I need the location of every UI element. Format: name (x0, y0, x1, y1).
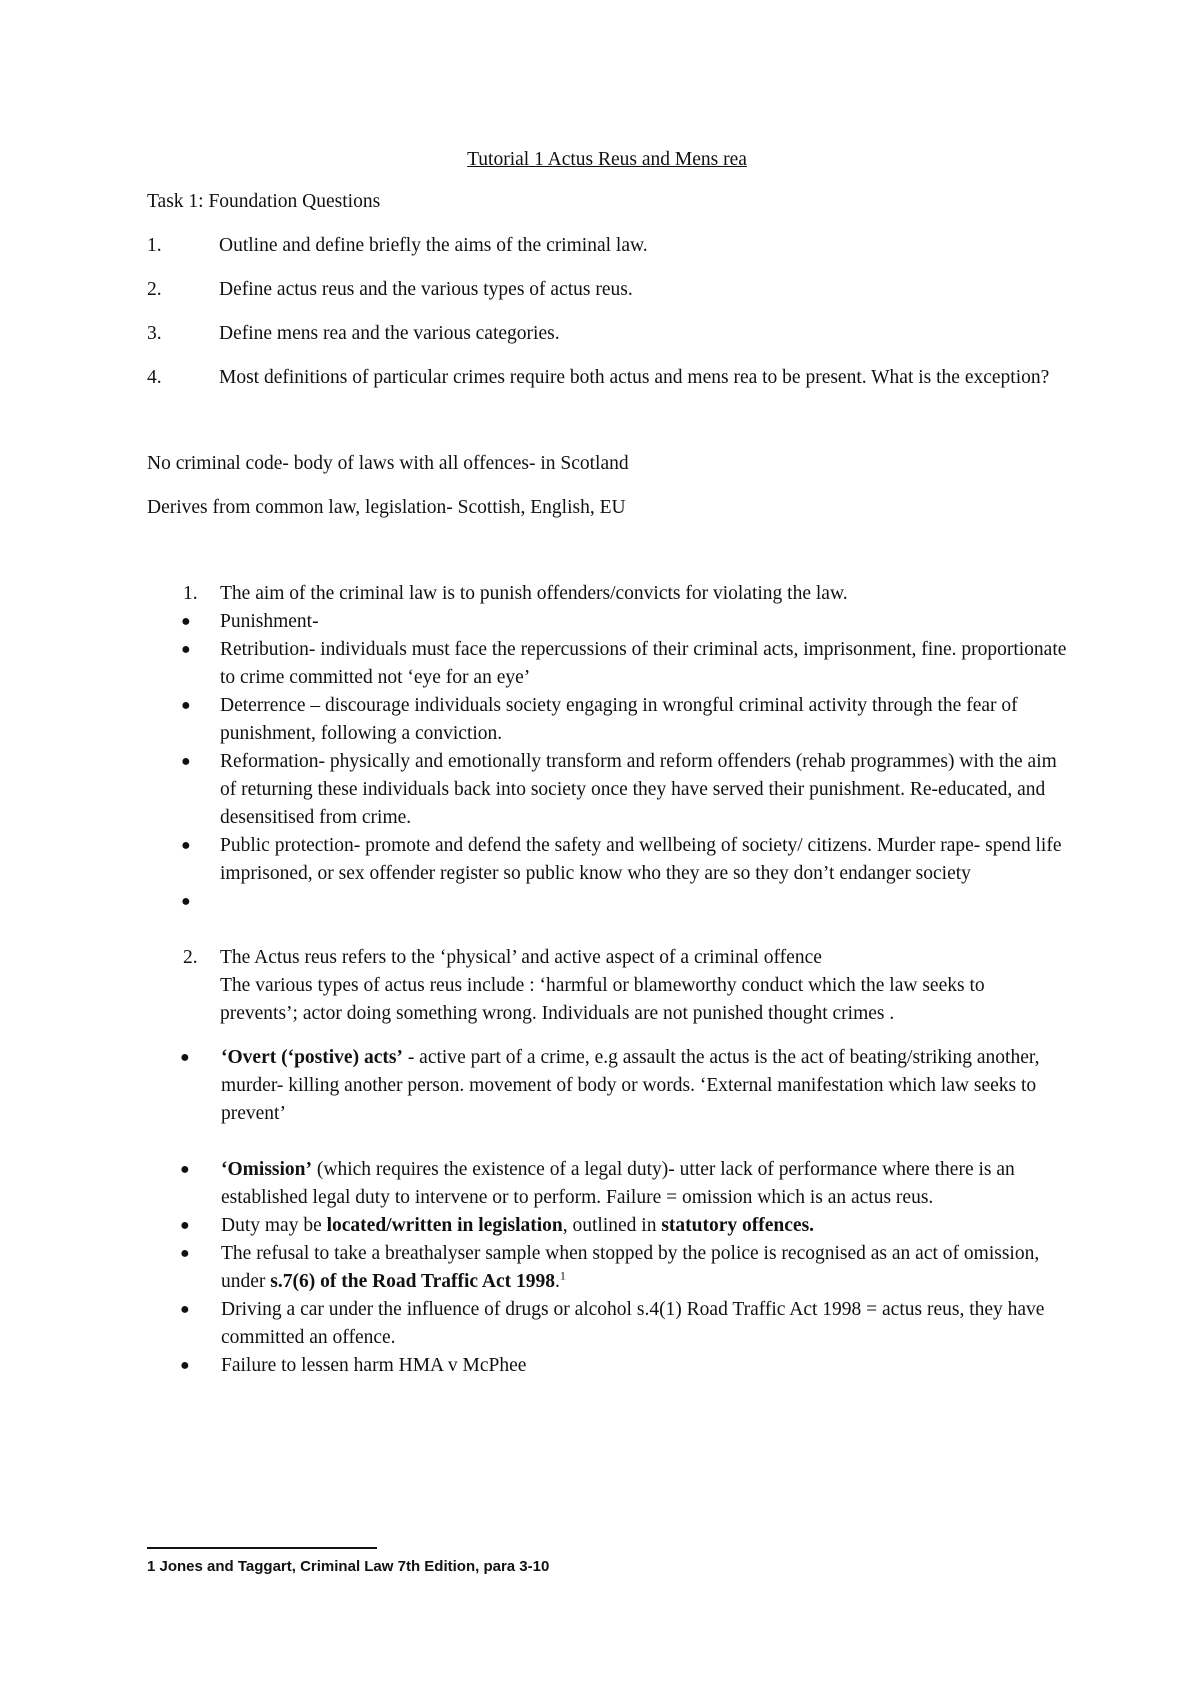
answer-2 (147, 944, 1067, 1028)
question-text: Most definitions of particular crimes require both actus and mens rea to be present. What is the exception? (219, 367, 1050, 388)
question-3 (147, 320, 1067, 348)
bullet-icon: ● (181, 613, 191, 630)
bullet-icon: ● (180, 1049, 190, 1066)
footnote-separator (147, 1547, 377, 1549)
question-number: 2. (147, 279, 162, 300)
list-item: ● Retribution- individuals must face the repercussions of their criminal acts, imprisonment, fine. proportionate to crime committed not ‘eye for an eye’ (147, 636, 1067, 692)
answer-text: The Actus reus refers to the ‘physical’ and active aspect of a criminal offence (220, 947, 822, 968)
list-item: ● ‘Overt (‘postive) acts’ - active part of a crime, e.g assault the actus is the act of beating/striking another, murder- killing another person. movement of body or words. ‘External manifestation which law seeks to prevent’ (147, 1044, 1067, 1128)
omission-bullet-list (147, 1156, 1067, 1380)
bullet-icon: ● (180, 1357, 190, 1374)
question-number: 1. (147, 235, 162, 256)
bullet-icon: ● (181, 837, 191, 854)
bullet-icon: ● (181, 697, 191, 714)
bullet-icon: ● (181, 753, 191, 770)
footnote: 1 Jones and Taggart, Criminal Law 7th Edition, para 3-10 (147, 1558, 550, 1575)
list-item: ● Reformation- physically and emotionally transform and reform offenders (rehab programmes) with the aim of returning these individuals back into society once they have served their punishment. Re-educated, and desensitised from crime. (147, 748, 1067, 832)
answer-number: 1. (183, 583, 198, 604)
answer-number: 2. (183, 947, 198, 968)
bullet-icon: ● (180, 1217, 190, 1234)
answer-1 (147, 580, 1067, 608)
actus-reus-bullet-list (147, 1044, 1067, 1128)
list-item: ● Failure to lessen harm HMA v McPhee (147, 1352, 1067, 1380)
aims-bullet-list (147, 608, 1067, 916)
bullet-icon: ● (180, 1161, 190, 1178)
bullet-icon: ● (180, 1245, 190, 1262)
list-item: ● Duty may be located/written in legislation, outlined in statutory offences. (147, 1212, 1067, 1240)
question-4 (147, 364, 1067, 392)
question-text: Define actus reus and the various types of actus reus. (219, 279, 633, 300)
question-number: 3. (147, 323, 162, 344)
question-1 (147, 232, 1067, 260)
list-item (147, 888, 1067, 916)
note-paragraph: Derives from common law, legislation- Scottish, English, EU (147, 497, 626, 518)
question-number: 4. (147, 367, 162, 388)
list-item: ● Deterrence – discourage individuals society engaging in wrongful criminal activity through the fear of punishment, following a conviction. (147, 692, 1067, 748)
list-item: ● The refusal to take a breathalyser sample when stopped by the police is recognised as an act of omission, under s.7(6) of the Road Traffic Act 1998.$^1$ (147, 1240, 1067, 1296)
question-text: Define mens rea and the various categories. (219, 323, 560, 344)
bullet-icon: ● (180, 1301, 190, 1318)
answer-text: The aim of the criminal law is to punish offenders/convicts for violating the law. (220, 583, 848, 604)
list-item: ● Driving a car under the influence of drugs or alcohol s.4(1) Road Traffic Act 1998 = actus reus, they have committed an offence. (147, 1296, 1067, 1352)
question-2 (147, 276, 1067, 304)
note-paragraph: No criminal code- body of laws with all offences- in Scotland (147, 453, 629, 474)
answer-list (147, 580, 1067, 608)
answer-text: The various types of actus reus include : ‘harmful or blameworthy conduct which the law seeks to prevents’; actor doing something wrong. Individuals are not punished thought crimes . (220, 975, 985, 1024)
footnote-reference[interactable]: 1 (559, 1268, 566, 1283)
answer-list (147, 944, 1067, 1028)
bullet-icon: ● (181, 641, 191, 658)
task-heading: Task 1: Foundation Questions (147, 191, 381, 212)
question-text: Outline and define briefly the aims of the criminal law. (219, 235, 648, 256)
document-body (147, 146, 1067, 1380)
bullet-icon: ● (181, 893, 191, 910)
list-item: ● Public protection- promote and defend the safety and wellbeing of society/ citizens. Murder rape- spend life imprisoned, or sex offender register so public know who they are so they don’t endanger society (147, 832, 1067, 888)
page-title: Tutorial 1 Actus Reus and Mens rea (467, 149, 747, 170)
list-item: ● Punishment- (147, 608, 1067, 636)
list-item: ● ‘Omission’ (which requires the existence of a legal duty)- utter lack of performance where there is an established legal duty to intervene or to perform. Failure = omission which is an actus reus. (147, 1156, 1067, 1212)
